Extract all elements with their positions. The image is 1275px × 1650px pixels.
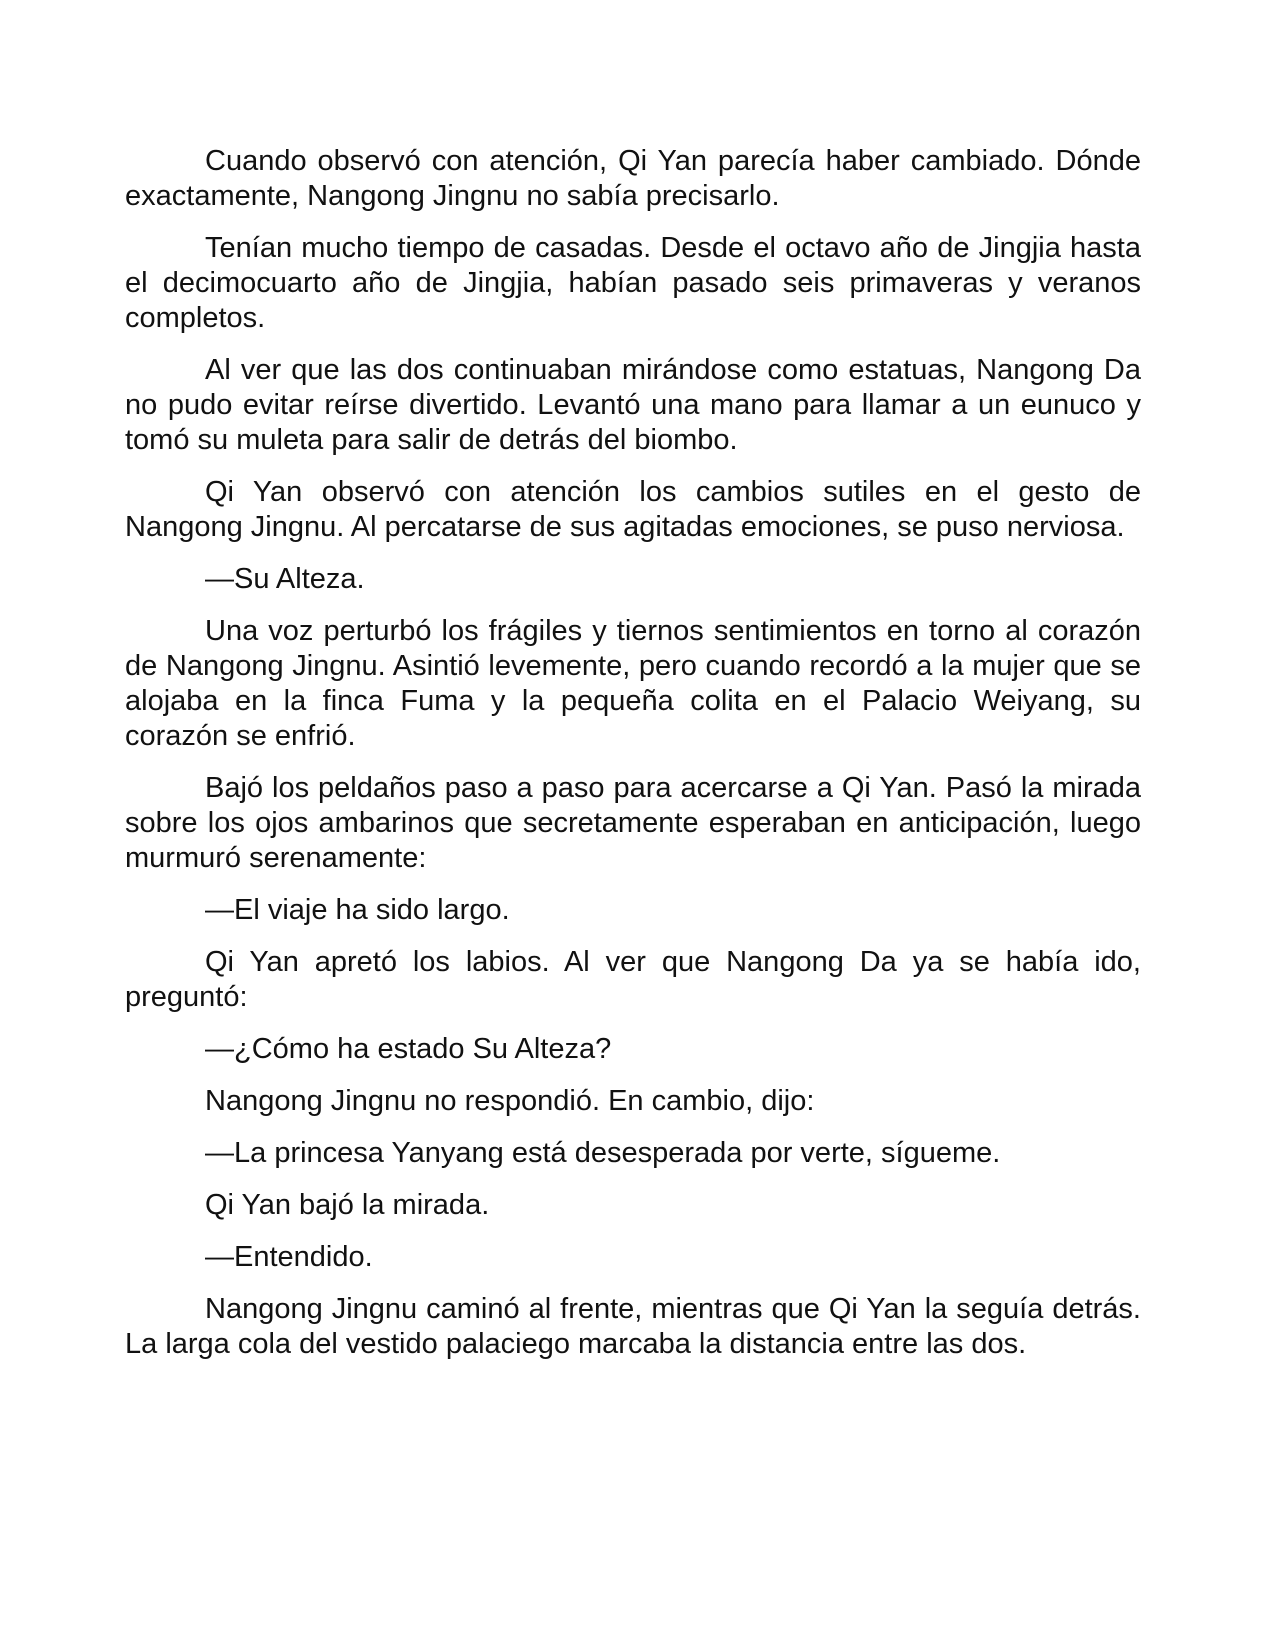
paragraph: Nangong Jingnu no respondió. En cambio, dijo: <box>205 1085 815 1117</box>
dialogue-line: —La princesa Yanyang está desesperada por verte, sígueme. <box>205 1137 1001 1169</box>
paragraph: Qi Yan bajó la mirada. <box>205 1189 490 1221</box>
body-text <box>125 144 1141 1379</box>
paragraph: Una voz perturbó los frágiles y tiernos sentimientos en torno al corazón de Nangong Jingnu. Asintió levemente, pero cuando recordó a la mujer que se alojaba en la finca Fuma y la pequeña colita en el Palacio Weiyang, su corazón se enfrió. <box>125 615 1141 752</box>
paragraph: Qi Yan observó con atención los cambios sutiles en el gesto de Nangong Jingnu. Al percatarse de sus agitadas emociones, se puso nerviosa. <box>125 476 1141 543</box>
dialogue-line: —Su Alteza. <box>205 563 365 595</box>
paragraph: Cuando observó con atención, Qi Yan parecía haber cambiado. Dónde exactamente, Nangong Jingnu no sabía precisarlo. <box>125 145 1141 212</box>
dialogue-line: —¿Cómo ha estado Su Alteza? <box>205 1033 612 1065</box>
paragraph: Nangong Jingnu caminó al frente, mientras que Qi Yan la seguía detrás. La larga cola del vestido palaciego marcaba la distancia entre las dos. <box>125 1293 1141 1360</box>
paragraph: Qi Yan apretó los labios. Al ver que Nangong Da ya se había ido, preguntó: <box>125 946 1141 1013</box>
paragraph: Bajó los peldaños paso a paso para acercarse a Qi Yan. Pasó la mirada sobre los ojos ambarinos que secretamente esperaban en anticipación, luego murmuró serenamente: <box>125 772 1141 874</box>
dialogue-line: —Entendido. <box>205 1241 373 1273</box>
dialogue-line: —El viaje ha sido largo. <box>205 894 510 926</box>
paragraph: Tenían mucho tiempo de casadas. Desde el octavo año de Jingjia hasta el decimocuarto año de Jingjia, habían pasado seis primaveras y veranos completos. <box>125 232 1141 334</box>
paragraph: Al ver que las dos continuaban mirándose como estatuas, Nangong Da no pudo evitar reírse divertido. Levantó una mano para llamar a un eunuco y tomó su muleta para salir de detrás del biombo. <box>125 354 1141 456</box>
